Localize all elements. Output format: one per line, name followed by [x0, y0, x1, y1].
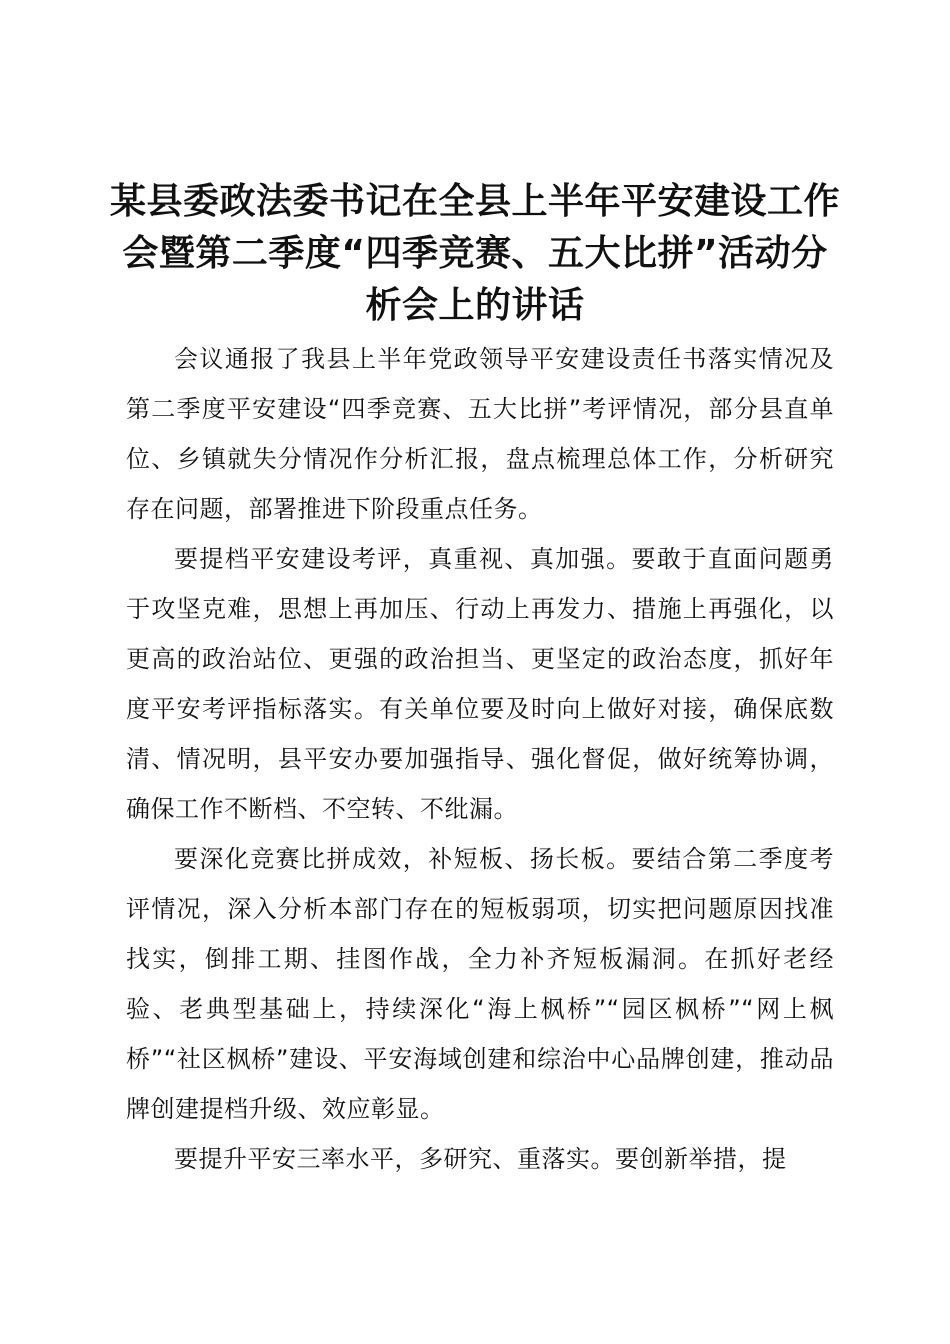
paragraph-4: 要提升平安三率水平，多研究、重落实。要创新举措，提: [174, 1145, 787, 1173]
paragraph-2: 要提档平安建设考评，真重视、真加强。要敢于直面问题勇于攻坚克难，思想上再加压、行动上再发力、措施上再强化，以更高的政治站位、更强的政治担当、更坚定的政治态度，抓好年度平安考评指标落实。有关单位要及时向上做好对接，确保底数清、情况明，县平安办要加强指导、强化督促，做好统筹协调，确保工作不断档、不空转、不纰漏。: [126, 545, 834, 823]
paragraph-3: 要深化竞赛比拼成效，补短板、扬长板。要结合第二季度考评情况，深入分析本部门存在的短板弱项，切实把问题原因找准找实，倒排工期、挂图作战，全力补齐短板漏洞。在抓好老经验、老典型基础上，持续深化“海上枫桥”“园区枫桥”“网上枫桥”“社区枫桥”建设、平安海域创建和综治中心品牌创建，推动品牌创建提档升级、效应彰显。: [126, 845, 834, 1123]
document-body: [126, 334, 834, 1184]
document-title: 某县委政法委书记在全县上半年平安建设工作会暨第二季度“四季竞赛、五大比拼”活动分析会上的讲话: [110, 181, 841, 326]
paragraph-1: 会议通报了我县上半年党政领导平安建设责任书落实情况及第二季度平安建设“四季竞赛、五大比拼”考评情况，部分县直单位、乡镇就失分情况作分析汇报，盘点梳理总体工作，分析研究存在问题，部署推进下阶段重点任务。: [126, 345, 834, 523]
